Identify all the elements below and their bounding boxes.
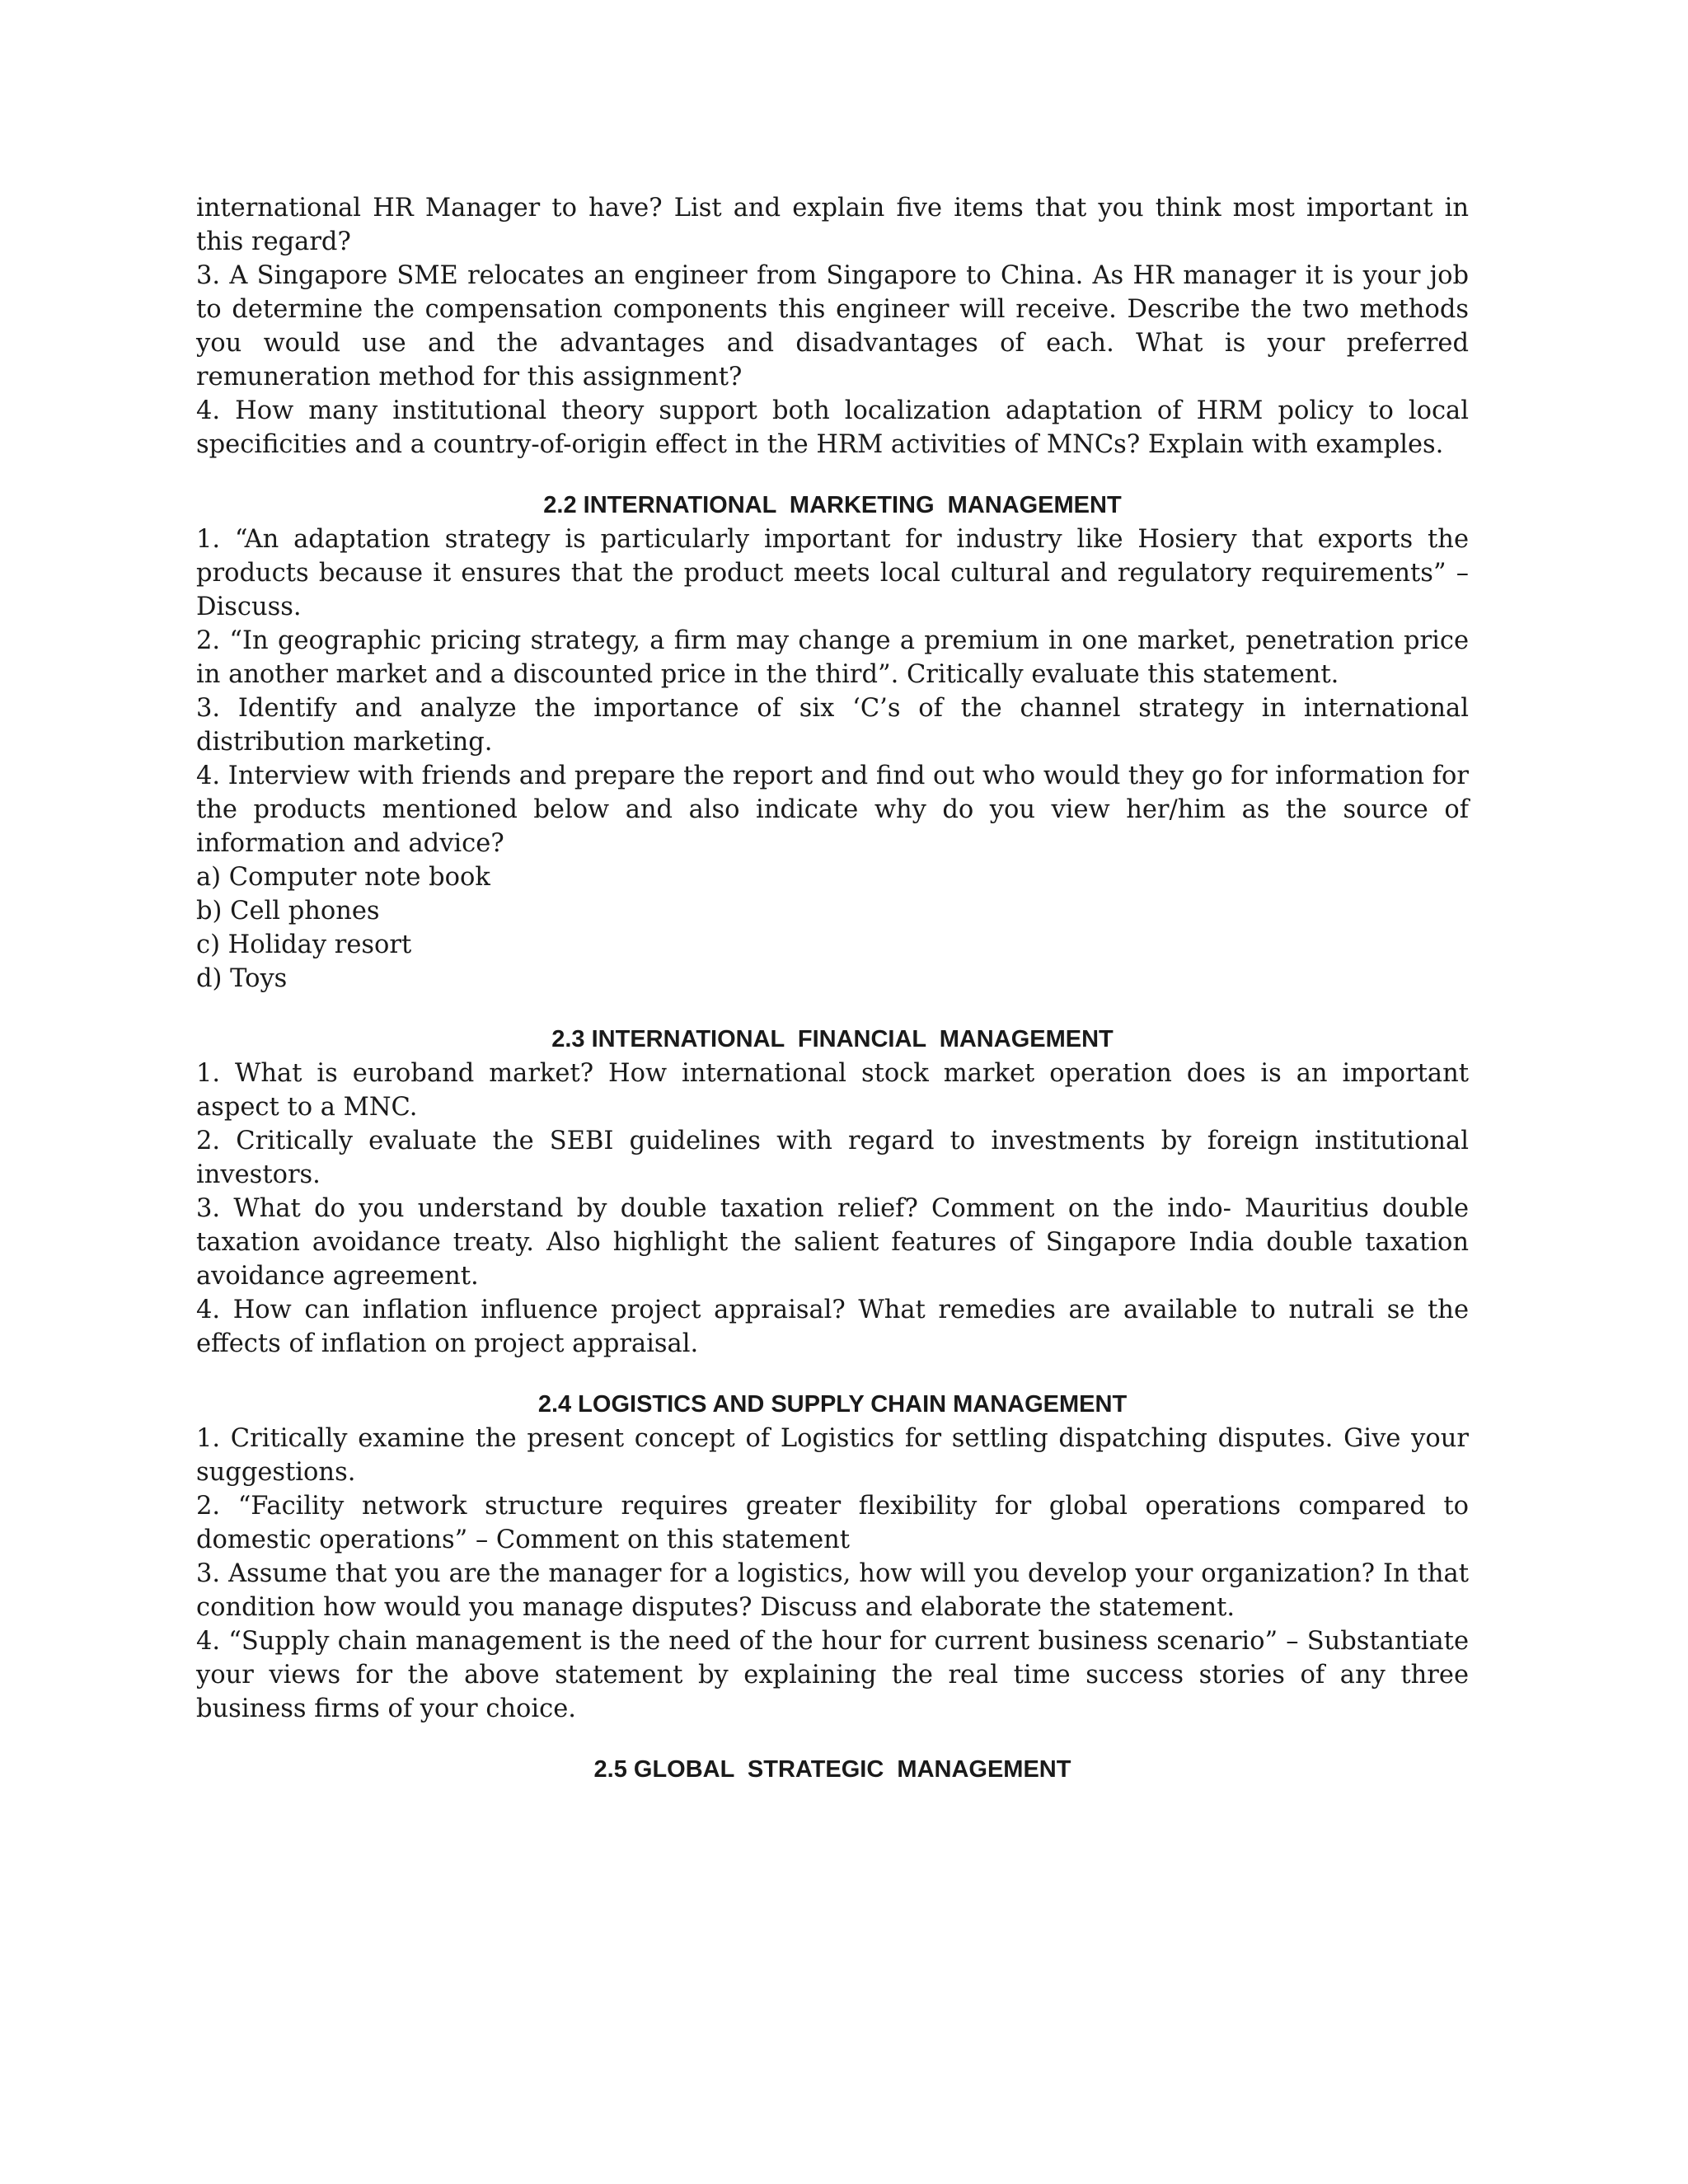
question-paragraph: 3. Identify and analyze the importance of six ‘C’s of the channel strategy in international distribution marketing.	[196, 694, 1469, 757]
question-paragraph: 2. “Facility network structure requires greater flexibility for global operations compared to domestic operations” – Comment on this statement	[196, 1492, 1469, 1554]
section-logistics	[196, 1388, 1469, 1726]
list-item: a) Computer note book	[196, 863, 490, 892]
list-item: b) Cell phones	[196, 897, 380, 926]
question-paragraph: 4. Interview with friends and prepare the report and find out who would they go for information for the products mentioned below and also indicate why do you view her/him as the source of information and advice?	[196, 762, 1469, 858]
question-paragraph: 3. Assume that you are the manager for a logistics, how will you develop your organization? In that condition how would you manage disputes? Discuss and elaborate the statement.	[196, 1559, 1469, 1622]
intro-block	[196, 191, 1469, 462]
intro-paragraph: 3. A Singapore SME relocates an engineer from Singapore to China. As HR manager it is your job to determine the compensation components this engineer will receive. Describe the two methods you would use and the advantages and disadvantages of each. What is your preferred remuneration method for this assignment?	[196, 261, 1469, 391]
section-financial	[196, 1023, 1469, 1361]
question-paragraph: 1. What is euroband market? How international stock market operation does is an important aspect to a MNC.	[196, 1059, 1469, 1122]
section-heading: 2.4 LOGISTICS AND SUPPLY CHAIN MANAGEMENT	[537, 1391, 1128, 1418]
question-paragraph: 1. Critically examine the present concept of Logistics for settling dispatching disputes. Give your suggestions.	[196, 1424, 1469, 1487]
question-paragraph: 2. Critically evaluate the SEBI guidelines with regard to investments by foreign institutional investors.	[196, 1127, 1469, 1189]
intro-paragraph: 4. How many institutional theory support both localization adaptation of HRM policy to local specificities and a country-of-origin effect in the HRM activities of MNCs? Explain with examples.	[196, 396, 1469, 459]
intro-paragraph: international HR Manager to have? List and explain five items that you think most important in this regard?	[196, 194, 1469, 256]
list-item: c) Holiday resort	[196, 930, 412, 959]
question-paragraph: 1. “An adaptation strategy is particularly important for industry like Hosiery that exports the products because it ensures that the product meets local cultural and regulatory requirements” – Discuss.	[196, 525, 1469, 621]
list-item: d) Toys	[196, 964, 288, 993]
section-marketing	[196, 489, 1469, 996]
section-heading: 2.2 INTERNATIONAL MARKETING MANAGEMENT	[543, 492, 1122, 518]
question-paragraph: 4. How can inflation influence project appraisal? What remedies are available to nutrali se the effects of inflation on project appraisal.	[196, 1296, 1469, 1358]
section-heading: 2.3 INTERNATIONAL FINANCIAL MANAGEMENT	[551, 1026, 1114, 1052]
section-heading: 2.5 GLOBAL STRATEGIC MANAGEMENT	[593, 1756, 1071, 1783]
question-paragraph: 3. What do you understand by double taxation relief? Comment on the indo- Mauritius double taxation avoidance treaty. Also highlight the salient features of Singapore India double taxation avoidance agreement.	[196, 1194, 1469, 1291]
document-page	[196, 191, 1469, 1787]
question-paragraph: 4. “Supply chain management is the need of the hour for current business scenario” – Substantiate your views for the above statement by explaining the real time success stories of any three business firms of your choice.	[196, 1627, 1469, 1723]
question-paragraph: 2. “In geographic pricing strategy, a firm may change a premium in one market, penetration price in another market and a discounted price in the third”. Critically evaluate this statement.	[196, 626, 1469, 689]
section-strategic	[196, 1753, 1469, 1787]
